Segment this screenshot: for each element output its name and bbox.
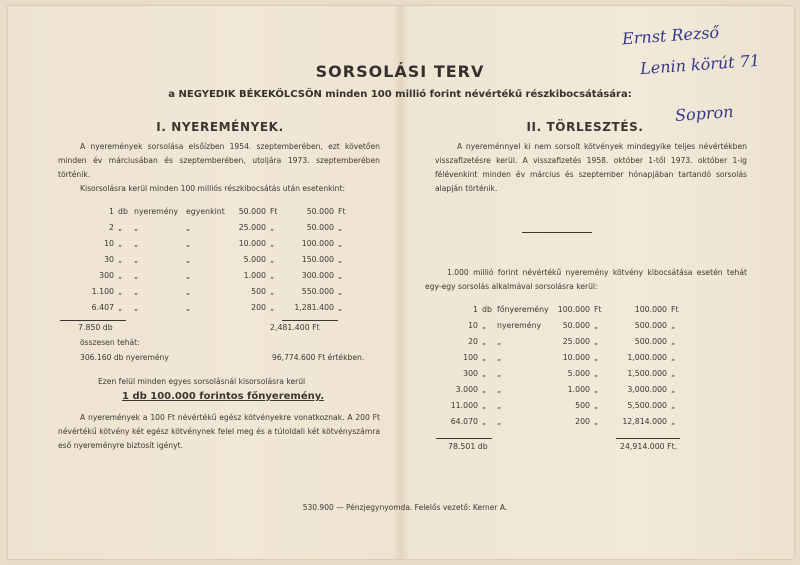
table-cell: 12,814.000 — [622, 417, 667, 426]
table-cell: „ — [338, 223, 343, 232]
table-row — [0, 335, 800, 349]
table-cell: „ — [134, 303, 139, 312]
table-cell: 11.000 — [450, 401, 478, 410]
table-cell: „ — [270, 239, 275, 248]
table-cell: „ — [186, 287, 191, 296]
table-cell: „ — [482, 353, 487, 362]
table-cell: 1,000.000 — [627, 353, 667, 362]
table-cell: „ — [482, 401, 487, 410]
table-cell: Ft — [594, 305, 602, 314]
sum-count: 306.160 db nyeremény — [80, 353, 169, 362]
table-row — [0, 237, 800, 251]
table-cell: 100.000 — [634, 305, 667, 314]
table-cell: 500.000 — [634, 321, 667, 330]
table-cell: 1,500.000 — [627, 369, 667, 378]
table-cell: 50.000 — [562, 321, 590, 330]
table-cell: „ — [482, 321, 487, 330]
table-cell: 30 — [104, 255, 114, 264]
table-cell: „ — [671, 353, 676, 362]
table-cell: 300 — [99, 271, 114, 280]
table-cell: 50.000 — [306, 223, 334, 232]
table-cell: „ — [671, 385, 676, 394]
table-cell: „ — [671, 369, 676, 378]
table-cell: Ft — [270, 207, 278, 216]
table-cell: db — [482, 305, 492, 314]
table-cell: „ — [134, 223, 139, 232]
table-cell: „ — [497, 369, 502, 378]
prizes-paragraph-2: Kisorsolásra kerül minden 100 milliós részkibocsátás után esetenkint: — [80, 184, 345, 193]
table-cell: 5.000 — [243, 255, 266, 264]
prizes-total-value: 2,481.400 Ft — [270, 323, 320, 332]
table-cell: 6.407 — [91, 303, 114, 312]
table-cell: 1 — [109, 207, 114, 216]
table-cell: „ — [497, 417, 502, 426]
handwritten-city: Sopron — [674, 101, 735, 126]
table-cell: „ — [482, 337, 487, 346]
table-cell: 1.100 — [91, 287, 114, 296]
table-cell: „ — [497, 353, 502, 362]
table-cell: „ — [186, 271, 191, 280]
table-cell: 20 — [468, 337, 478, 346]
handwritten-name: Ernst Rezső — [621, 22, 720, 49]
repayment-paragraph-2: 1.000 millió forint névértékű nyeremény kötvény kibocsátása esetén tehát egy-egy sorsolás alkalmával sorsolásra kerül: — [425, 268, 747, 291]
table-cell: „ — [270, 287, 275, 296]
table-cell: „ — [134, 287, 139, 296]
table-cell: egyenkint — [186, 207, 225, 216]
table-row — [0, 415, 800, 429]
prizes-paragraph-1: A nyeremények sorsolása elsőízben 1954. szeptemberében, ezt követően minden év márciusában és szeptemberében, utoljára 1973. szeptemberében történik. — [58, 142, 380, 179]
table-cell: „ — [594, 369, 599, 378]
table-cell: „ — [118, 303, 123, 312]
table-cell: 10.000 — [238, 239, 266, 248]
table-cell: főnyeremény — [497, 305, 549, 314]
table-cell: 150.000 — [301, 255, 334, 264]
table-cell: 64.070 — [450, 417, 478, 426]
table-rule — [616, 438, 680, 439]
table-row — [0, 383, 800, 397]
table-cell: 100 — [463, 353, 478, 362]
table-cell: „ — [594, 417, 599, 426]
table-cell: „ — [118, 255, 123, 264]
table-rule — [436, 438, 492, 439]
document-title: SORSOLÁSI TERV — [315, 62, 485, 81]
table-cell: 5.000 — [567, 369, 590, 378]
table-cell: „ — [338, 303, 343, 312]
sum-value: 96,774.600 Ft értékben. — [272, 353, 365, 362]
table-cell: „ — [671, 417, 676, 426]
table-cell: „ — [134, 271, 139, 280]
table-row — [0, 399, 800, 413]
table-cell: 500 — [251, 287, 266, 296]
table-cell: „ — [338, 239, 343, 248]
table-cell: „ — [671, 321, 676, 330]
table-cell: 100.000 — [301, 239, 334, 248]
table-cell: „ — [594, 385, 599, 394]
table-cell: 5,500.000 — [627, 401, 667, 410]
document-subtitle: a NEGYEDIK BÉKEKÖLCSÖN minden 100 millió forint névértékű részkibocsátására: — [168, 89, 632, 100]
table-cell: „ — [270, 223, 275, 232]
table-cell: 200 — [251, 303, 266, 312]
table-cell: 10 — [468, 321, 478, 330]
table-cell: 3,000.000 — [627, 385, 667, 394]
prizes-paragraph-3: A nyeremények a 100 Ft névértékű egész kötvényekre vonatkoznak. A 200 Ft névértékű kötvény két egész kötvénynek felel meg és a túloldali két kötvényszámra eső nyereményre biztosít igényt. — [58, 413, 380, 450]
table-cell: Ft — [671, 305, 679, 314]
table-row — [0, 367, 800, 381]
table-cell: 1.000 — [567, 385, 590, 394]
table-cell: „ — [118, 223, 123, 232]
table-cell: 2 — [109, 223, 114, 232]
table-cell: 10 — [104, 239, 114, 248]
table-cell: 50.000 — [238, 207, 266, 216]
table-cell: „ — [594, 321, 599, 330]
section-heading-prizes: I. NYEREMÉNYEK. — [156, 120, 284, 134]
table-row — [0, 319, 800, 333]
table-row — [0, 221, 800, 235]
table-cell: „ — [186, 239, 191, 248]
repayment-total-value: 24,914.000 Ft. — [620, 442, 678, 451]
table-cell: 100.000 — [557, 305, 590, 314]
table-cell: „ — [270, 255, 275, 264]
table-cell: „ — [497, 337, 502, 346]
extra-prize-text: Ezen felül minden egyes sorsolásnál kisorsolásra kerül — [98, 377, 306, 386]
handwritten-street: Lenin körút 71 — [639, 50, 761, 79]
table-cell: 50.000 — [306, 207, 334, 216]
table-cell: 550.000 — [301, 287, 334, 296]
repayment-total-count: 78.501 db — [448, 442, 488, 451]
table-cell: „ — [118, 271, 123, 280]
table-cell: „ — [497, 401, 502, 410]
table-cell: „ — [338, 255, 343, 264]
table-cell: „ — [482, 385, 487, 394]
table-row — [0, 351, 800, 365]
table-cell: nyeremény — [497, 321, 542, 330]
table-cell: 500 — [575, 401, 590, 410]
table-cell: „ — [186, 223, 191, 232]
table-cell: „ — [594, 337, 599, 346]
repayment-paragraph-1: A nyereménnyel ki nem sorsolt kötvények mindegyike teljes névértékben visszafizetésre kerül. A visszafizetés 1958. október 1-től 1973. október 1-ig félévenkint minden év március és szeptember hónapjában tartandó sorsolás alapján történik. — [435, 142, 747, 193]
table-cell: „ — [594, 401, 599, 410]
table-row — [0, 303, 800, 317]
table-cell: „ — [338, 287, 343, 296]
table-cell: 25.000 — [238, 223, 266, 232]
table-cell: „ — [134, 239, 139, 248]
table-cell: 10.000 — [562, 353, 590, 362]
table-cell: „ — [497, 385, 502, 394]
table-cell: db — [118, 207, 128, 216]
table-cell: 25.000 — [562, 337, 590, 346]
table-row — [0, 253, 800, 267]
sum-label: összesen tehát: — [80, 338, 140, 347]
table-cell: „ — [118, 287, 123, 296]
table-cell: 1.000 — [243, 271, 266, 280]
table-cell: „ — [671, 337, 676, 346]
table-cell: „ — [671, 401, 676, 410]
table-cell: „ — [186, 255, 191, 264]
table-cell: 500.000 — [634, 337, 667, 346]
table-cell: „ — [482, 417, 487, 426]
table-cell: 200 — [575, 417, 590, 426]
table-cell: 3.000 — [455, 385, 478, 394]
table-cell: nyeremény — [134, 207, 179, 216]
prizes-total-count: 7.850 db — [78, 323, 113, 332]
table-cell: „ — [118, 239, 123, 248]
table-cell: „ — [186, 303, 191, 312]
table-cell: 300.000 — [301, 271, 334, 280]
divider-rule — [522, 232, 592, 233]
table-cell: „ — [594, 353, 599, 362]
table-cell: „ — [338, 271, 343, 280]
table-cell: „ — [270, 271, 275, 280]
table-cell: 1,281.400 — [294, 303, 334, 312]
table-cell: „ — [270, 303, 275, 312]
table-cell: Ft — [338, 207, 346, 216]
table-cell: 1 — [473, 305, 478, 314]
main-prize: 1 db 100.000 forintos főnyeremény. — [122, 391, 325, 402]
table-cell: „ — [482, 369, 487, 378]
table-cell: „ — [134, 255, 139, 264]
table-cell: 300 — [463, 369, 478, 378]
table-row — [0, 205, 800, 219]
printer-footer: 530.900 — Pénzjegynyomda. Felelős vezető: Kerner A. — [302, 503, 508, 512]
section-heading-repayment: II. TÖRLESZTÉS. — [526, 120, 644, 134]
